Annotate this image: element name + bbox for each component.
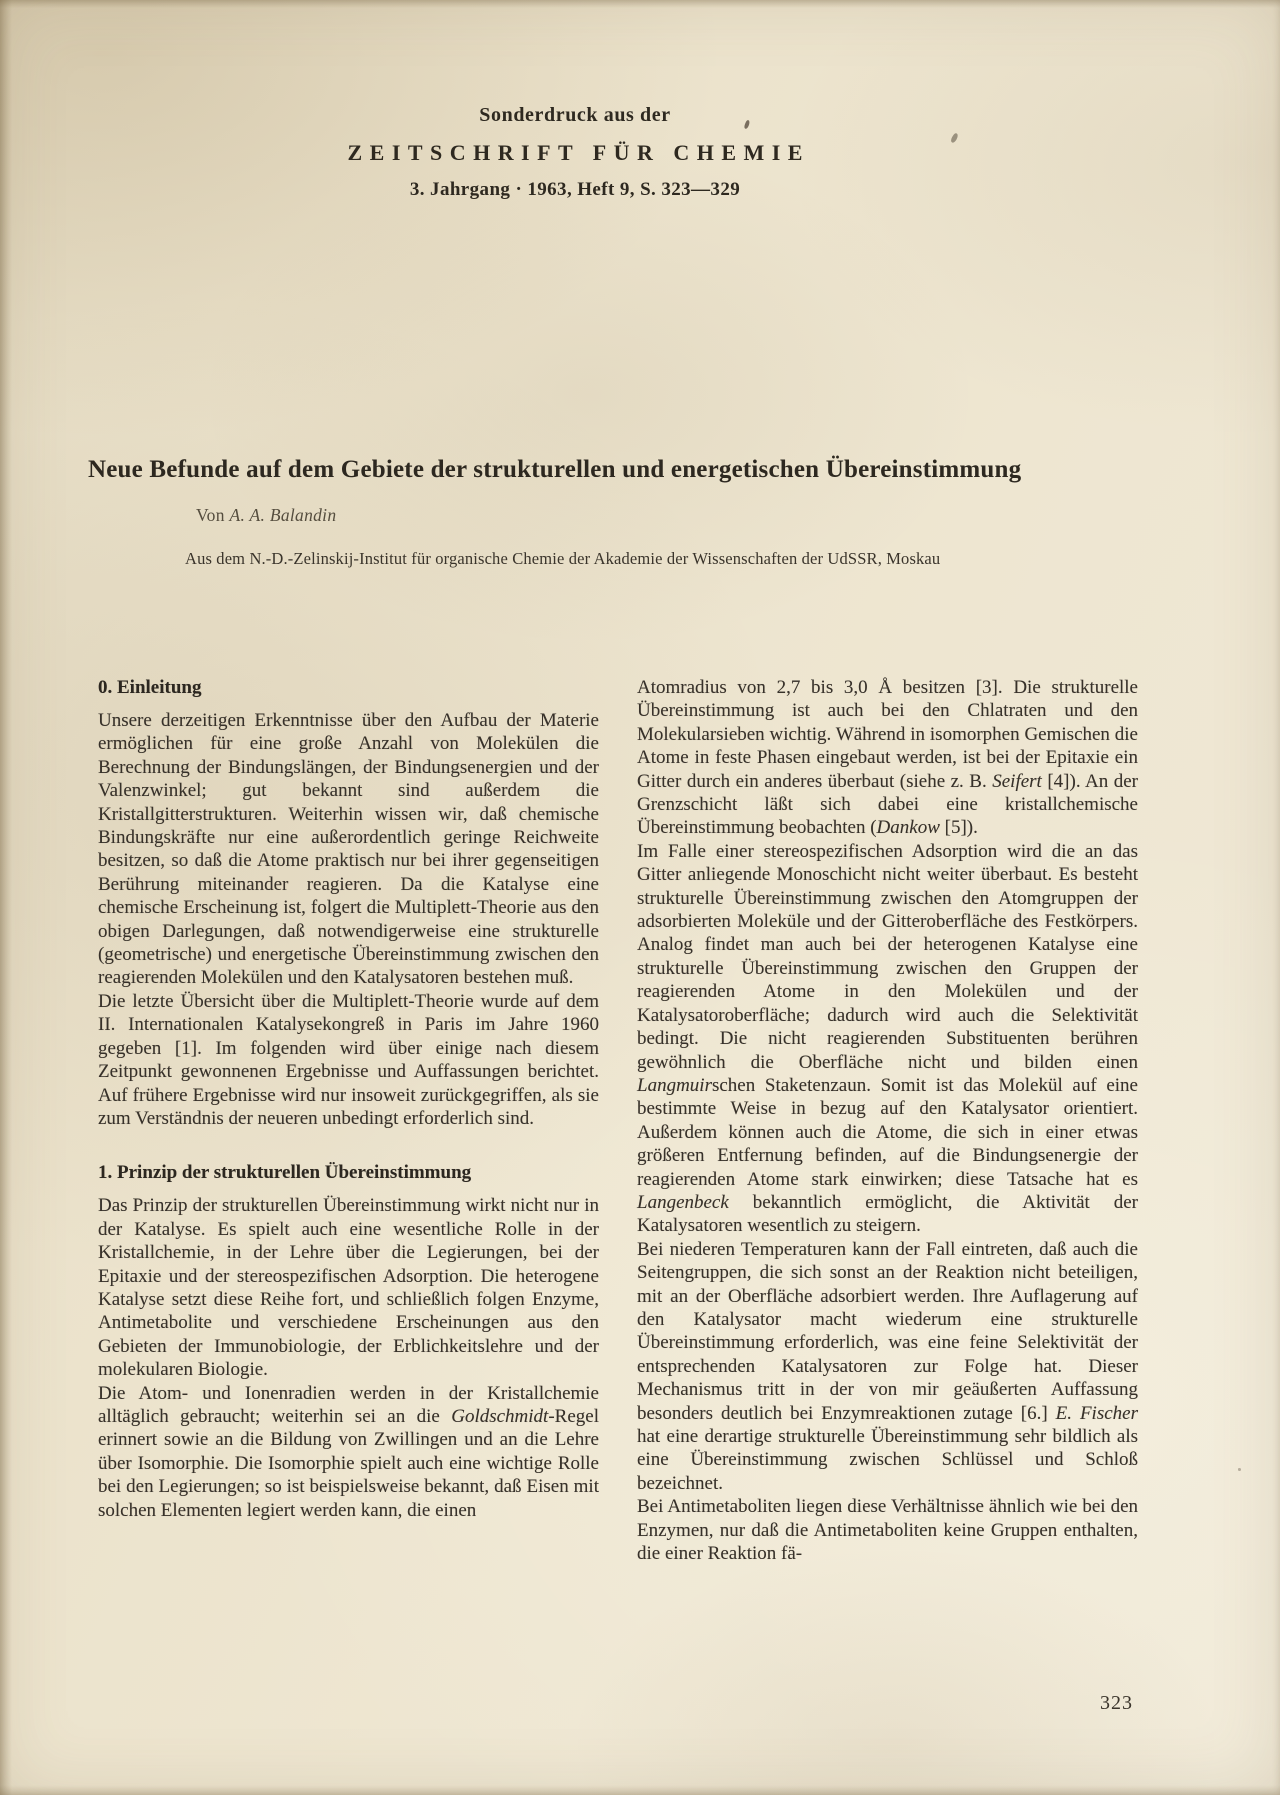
paragraph: Die letzte Übersicht über die Multiplett-Theorie wurde auf dem II. Internationalen Katalysekongreß in Paris im Jahre 1960 gegeben [1]. Im folgenden wird über einige nach diesem Zeitpunkt gewonnenen Ergebnisse und Auffassungen berichtet. Auf frühere Ergebnisse wird nur insoweit zurückgegriffen, als sie zum Verständnis der neueren unbedingt erforderlich sind.: [98, 990, 599, 1129]
byline: [196, 505, 336, 526]
affiliation: Aus dem N.-D.-Zelinskij-Institut für organische Chemie der Akademie der Wissenschaften der UdSSR, Moskau: [185, 549, 941, 568]
reprint-line: Sonderdruck aus der: [479, 104, 671, 126]
paragraph: Im Falle einer stereospezifischen Adsorption wird die an das Gitter anliegende Monoschicht nicht weiter überbaut. Es besteht strukturelle Übereinstimmung zwischen den Atomgruppen der adsorbierten Moleküle und der Gitteroberfläche des Festkörpers. Analog findet man auch bei der heterogenen Katalyse eine strukturelle Übereinstimmung zwischen den Gruppen der reagierenden Atome in den Molekülen und der Katalysatoroberfläche; dadurch wird auch die Selektivität bedingt. Die nicht reagierenden Substituenten berühren gewöhnlich die Oberfläche nicht und bilden einen Langmuirschen Staketenzaun. Somit ist das Molekül auf eine bestimmte Weise in bezug auf den Katalysator orientiert. Außerdem können auch die Atome, die sich in einer etwas größeren Entfernung befinden, auf die Bindungsenergie der reagierenden Atome stark einwirken; diese Tatsache hat es Langenbeck bekanntlich ermöglicht, die Aktivität der Katalysatoren wesentlich zu steigern.: [637, 840, 1138, 1237]
section-heading: 1. Prinzip der strukturellen Übereinstimmung: [98, 1162, 472, 1184]
paragraph: Unsere derzeitigen Erkenntnisse über den Aufbau der Materie ermöglichen für eine große Anzahl von Molekülen die Berechnung der Bindungslängen, der Bindungsenergien und der Valenzwinkel; gut bekannt sind außerdem die Kristallgitterstrukturen. Weiterhin wissen wir, daß chemische Bindungskräfte nur eine außerordentlich geringe Reichweite besitzen, so daß die Atome praktisch nur bei ihrer gegenseitigen Berührung miteinander reagieren. Da die Katalyse eine chemische Erscheinung ist, folgert die Multiplett-Theorie aus den obigen Darlegungen, daß notwendigerweise eine strukturelle (geometrische) und energetische Übereinstimmung zwischen den reagierenden Molekülen und den Katalysatoren bestehen muß.: [98, 710, 599, 989]
author-name: A. A. Balandin: [229, 505, 337, 525]
paragraph: Das Prinzip der strukturellen Übereinstimmung wirkt nicht nur in der Katalyse. Es spielt auch eine wesentliche Rolle in der Kristallchemie, in der Lehre über die Legierungen, bei der Epitaxie und der stereospezifischen Adsorption. Die heterogene Katalyse setzt diese Reihe fort, und schließlich folgen Enzyme, Antimetabolite und verschiedene Erscheinungen aus den Gebieten der Immunobiologie, der Erblichkeitslehre und der molekularen Biologie.: [98, 1195, 599, 1381]
paragraph: Atomradius von 2,7 bis 3,0 Å besitzen [3]. Die strukturelle Übereinstimmung ist auch bei den Chlatraten und den Molekularsieben wichtig. Während in isomorphen Gemischen die Atome in feste Phasen eingebaut werden, ist bei der Epitaxie ein Gitter durch ein anderes überbaut (siehe z. B. Seifert [4]). An der Grenzschicht läßt sich dabei eine kristallchemische Übereinstimmung beobachten (Dankow [5]).: [637, 677, 1138, 839]
paper-edge-top: [0, 0, 1280, 8]
right-column: [637, 676, 1138, 1565]
issue-line: 3. Jahrgang · 1963, Heft 9, S. 323—329: [409, 179, 741, 200]
section-heading: 0. Einleitung: [98, 677, 202, 698]
paragraph: Die Atom- und Ionenradien werden in der Kristallchemie alltäglich gebraucht; weiterhin sei an die Goldschmidt-Regel erinnert sowie an die Bildung von Zwillingen und an die Lehre über Isomorphie. Die Isomorphie spielt auch eine wichtige Rolle bei den Legierungen; so ist beispielsweise bekannt, daß Eisen mit solchen Elementen legiert werden kann, die einen: [98, 1382, 599, 1521]
reprint-header: [0, 104, 1150, 201]
paper-edge-left: [0, 0, 12, 1795]
left-column: [98, 676, 599, 1565]
byline-prefix: Von: [196, 505, 230, 525]
paragraph: Bei Antimetaboliten liegen diese Verhältnisse ähnlich wie bei den Enzymen, nur daß die Antimetaboliten keine Gruppen enthalten, die einer Reaktion fä-: [637, 1496, 1138, 1565]
two-column-text: [98, 676, 1138, 1565]
page-number: 323: [1100, 1692, 1133, 1714]
journal-name: ZEITSCHRIFT FÜR CHEMIE: [347, 140, 810, 165]
article-title: Neue Befunde auf dem Gebiete der strukturellen und energetischen Übereinstimmung: [88, 456, 1022, 483]
paragraph: Bei niederen Temperaturen kann der Fall eintreten, daß auch die Seitengruppen, die sich sonst an der Reaktion nicht beteiligen, mit an der Oberfläche adsorbiert werden. Ihre Auflagerung auf den Katalysator macht wiederum eine strukturelle Übereinstimmung erforderlich, was eine feine Selektivität der entsprechenden Katalysatoren zur Folge hat. Dieser Mechanismus tritt in der von mir geäußerten Auffassung besonders deutlich bei Enzymreaktionen zutage [6.] E. Fischer hat eine derartige strukturelle Übereinstimmung sehr bildlich als eine Übereinstimmung zwischen Schlüssel und Schloß bezeichnet.: [637, 1238, 1138, 1494]
paper-edge-bottom: [0, 1785, 1280, 1795]
ink-speck: [1238, 1468, 1241, 1471]
